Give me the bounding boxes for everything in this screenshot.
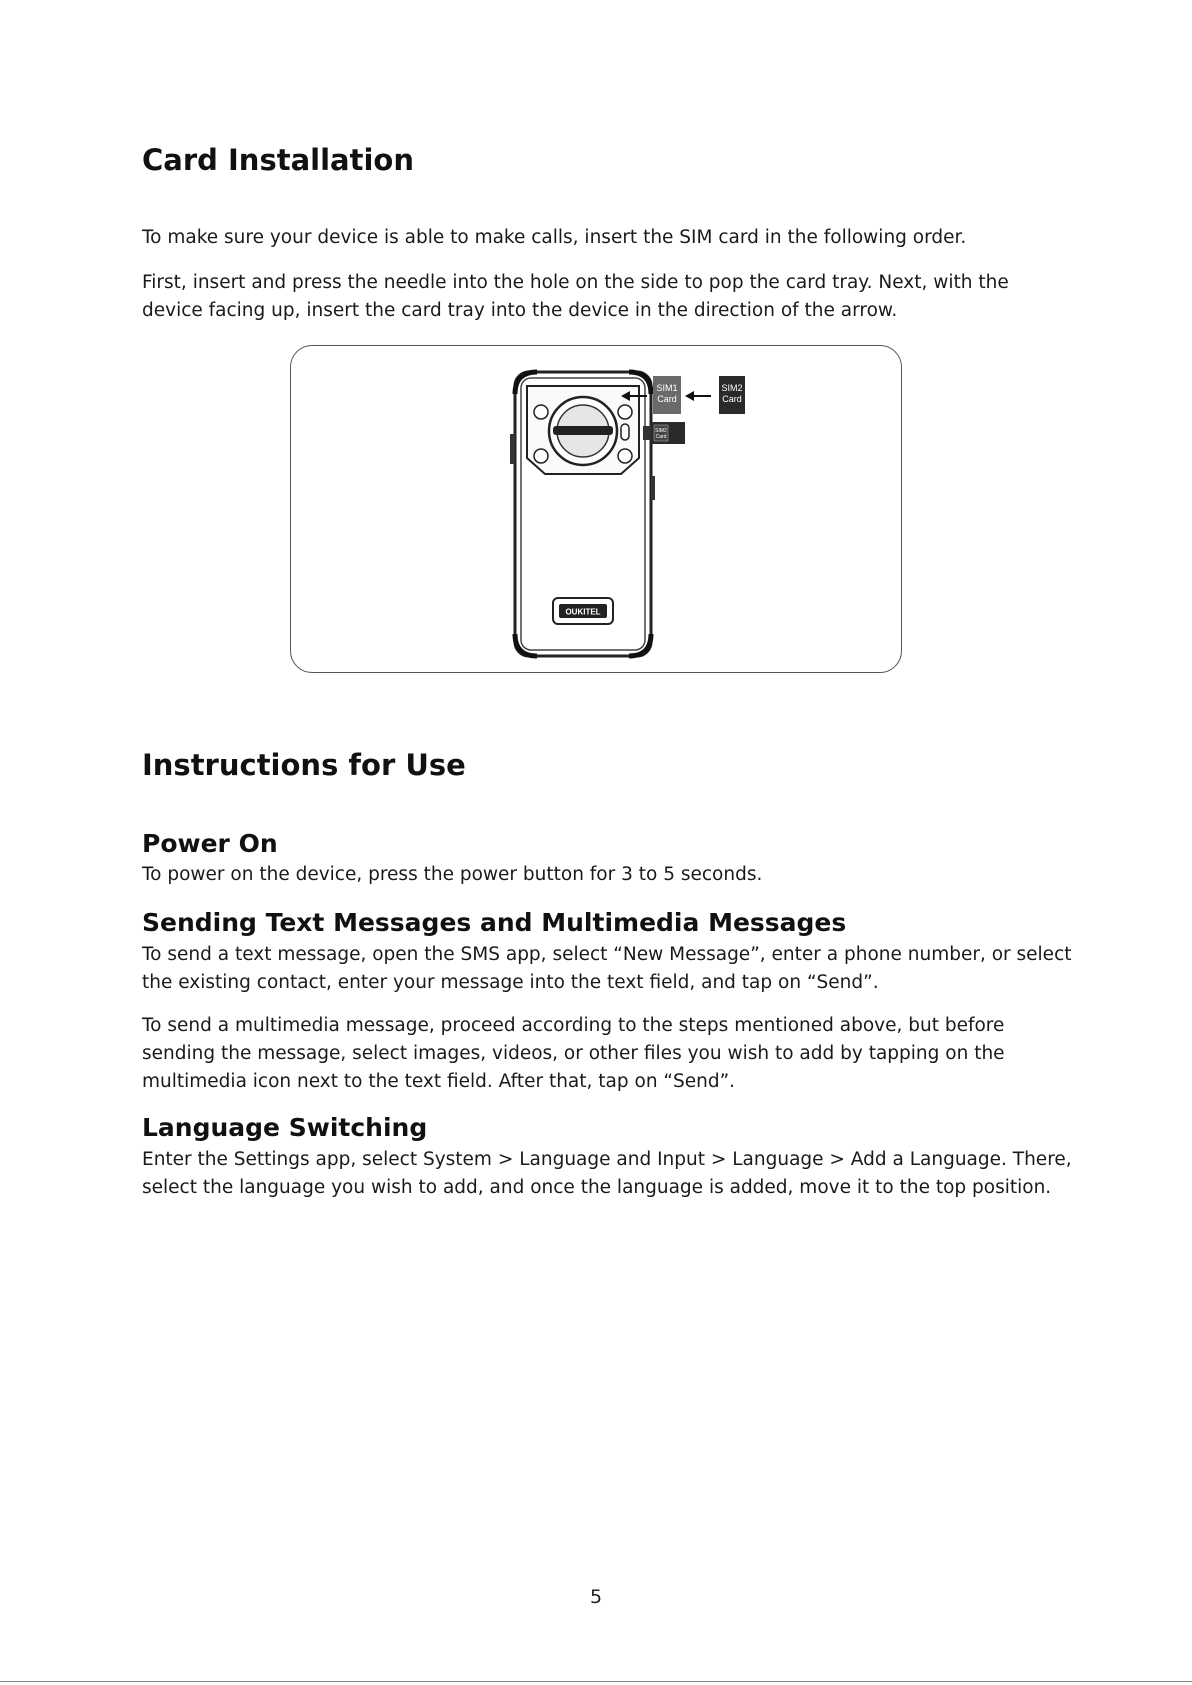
card-installation-heading: Card Installation — [142, 143, 414, 177]
tray-label-line1: SIM2 — [655, 428, 667, 434]
language-heading: Language Switching — [142, 1113, 428, 1142]
messages-text-mms: To send a multimedia message, proceed according to the steps mentioned above, but before sending the message, select images, videos, or other files you wish to add by tapping on the multimedia icon next to the text field. After that, tap on “Send”. — [142, 1015, 1005, 1092]
brand-label: OUKITEL — [565, 607, 601, 617]
power-on-text: To power on the device, press the power button for 3 to 5 seconds. — [142, 864, 763, 885]
sim2-label-line2: Card — [722, 394, 742, 404]
bottom-rule — [0, 1681, 1192, 1682]
messages-heading: Sending Text Messages and Multimedia Messages — [142, 908, 847, 937]
card-installation-intro: To make sure your device is able to make calls, insert the SIM card in the following order. — [142, 227, 967, 248]
language-text: Enter the Settings app, select System > Language and Input > Language > Add a Language. There, select the language you wish to add, and once the language is added, move it to the top position. — [142, 1149, 1072, 1198]
sim1-label-line1: SIM1 — [656, 383, 678, 393]
sim2-label-line1: SIM2 — [721, 383, 743, 393]
phone-illustration — [291, 346, 903, 674]
page-number: 5 — [589, 1586, 603, 1608]
messages-text-sms: To send a text message, open the SMS app, select “New Message”, enter a phone number, or select the existing contact, enter your message into the text field, and tap on “Send”. — [142, 944, 1072, 993]
power-on-heading: Power On — [142, 829, 278, 858]
tray-label-line2: Card — [655, 434, 667, 440]
sim-installation-figure — [290, 345, 902, 673]
instructions-heading: Instructions for Use — [142, 748, 466, 782]
card-installation-steps: First, insert and press the needle into the hole on the side to pop the card tray. Next, with the device facing up, insert the card tray into the device in the direction of the arrow. — [142, 272, 1009, 321]
sim1-label-line2: Card — [657, 394, 677, 404]
